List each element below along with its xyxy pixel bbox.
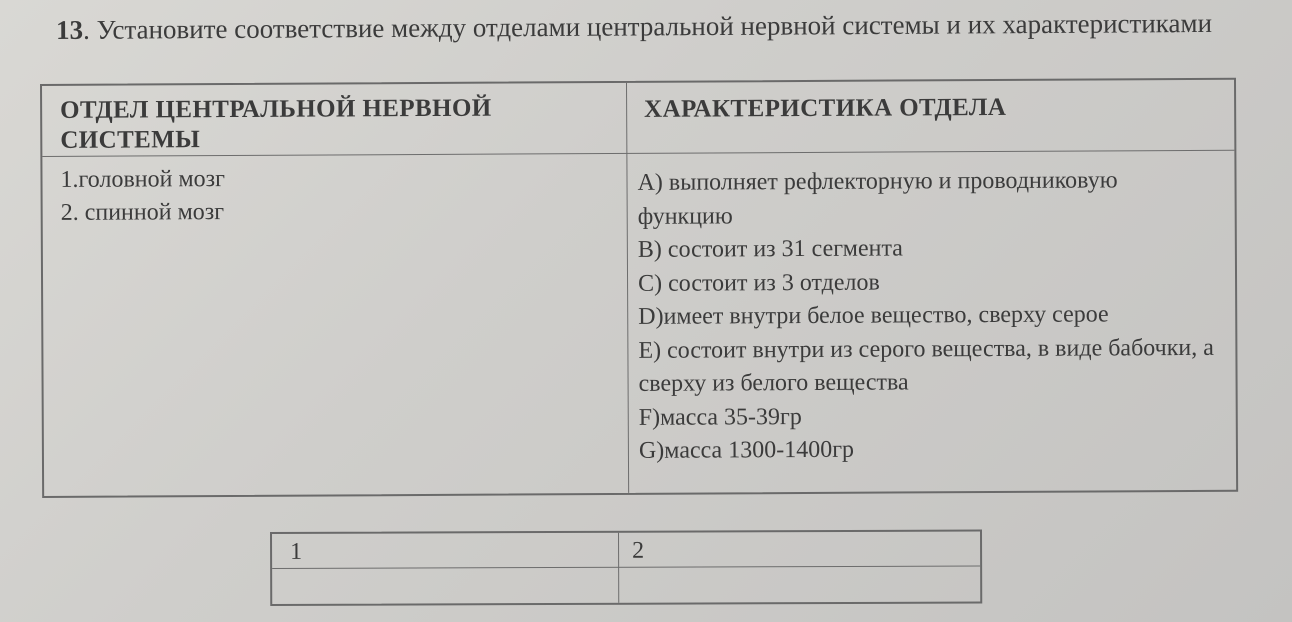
characteristic-b: В) состоит из 31 сегмента	[637, 235, 903, 263]
column-divider	[626, 83, 629, 493]
answer-header-2: 2	[632, 537, 645, 564]
header-department: ОТДЕЛ ЦЕНТРАЛЬНОЙ НЕРВНОЙ СИСТЕМЫ	[60, 94, 492, 154]
characteristic-e: Е) состоит внутри из серого вещества, в виде бабочки, а сверху из белого вещества	[638, 334, 1214, 397]
department-item-2: 2. спинной мозг	[60, 199, 225, 226]
question-number: 13	[55, 14, 84, 45]
department-item-1: 1.головной мозг	[60, 166, 226, 193]
matching-table	[40, 78, 1238, 498]
characteristic-list	[637, 164, 1219, 469]
question-text: . Установите соответствие между отделами центральной нервной системы и их характеристиками	[82, 7, 1213, 45]
characteristic-f: F)масса 35-39гр	[638, 403, 802, 431]
characteristic-a: А) выполняет рефлекторную и проводниковую функцию	[637, 167, 1118, 230]
question-title	[56, 9, 1236, 44]
answer-cell-1[interactable]	[272, 569, 618, 604]
answer-header-1: 1	[290, 538, 303, 565]
header-characteristic: ХАРАКТЕРИСТИКА ОТДЕЛА	[644, 93, 1007, 123]
answer-table	[270, 530, 982, 606]
answer-cell-2[interactable]	[619, 568, 980, 603]
characteristic-c: С) состоит из 3 отделов	[637, 269, 880, 297]
characteristic-g: G)масса 1300-1400гр	[638, 436, 855, 464]
characteristic-d: D)имеет внутри белое вещество, сверху серое	[638, 301, 1109, 330]
department-list	[60, 163, 225, 230]
